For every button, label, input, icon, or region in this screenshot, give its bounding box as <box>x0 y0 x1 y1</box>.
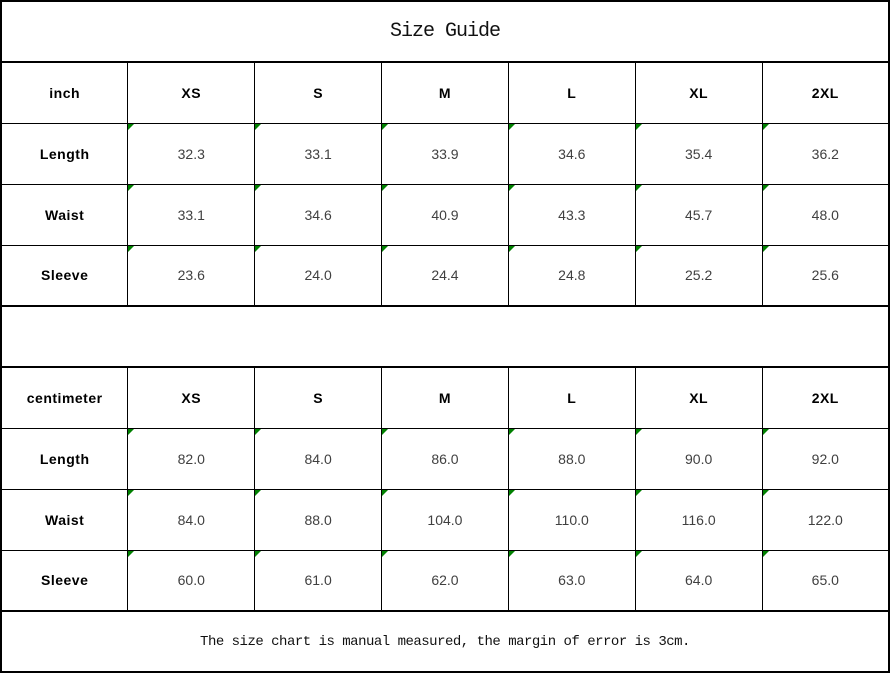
centimeter-waist-row <box>1 489 889 550</box>
row-label-sleeve: Sleeve <box>1 550 128 611</box>
size-value-cell <box>635 550 762 611</box>
size-value-cell <box>382 123 509 184</box>
inch-sleeve-row <box>1 245 889 306</box>
size-value: 65.0 <box>811 572 839 589</box>
inch-length-row <box>1 123 889 184</box>
size-column-header-2xl: 2XL <box>762 62 889 123</box>
flag-triangle-icon <box>128 246 134 252</box>
size-value-cell <box>508 184 635 245</box>
size-value-cell <box>762 123 889 184</box>
size-value: 33.1 <box>177 206 205 223</box>
page-title: Size Guide <box>1 1 889 62</box>
centimeter-length-row <box>1 428 889 489</box>
size-value-cell <box>128 123 255 184</box>
size-column-header-s: S <box>255 367 382 428</box>
size-value: 110.0 <box>554 511 589 528</box>
flag-triangle-icon <box>128 490 134 496</box>
size-value: 84.0 <box>177 511 205 528</box>
footer-row <box>1 611 889 672</box>
size-column-header-m: M <box>382 62 509 123</box>
size-value-cell <box>508 123 635 184</box>
inch-waist-row <box>1 184 889 245</box>
row-label-waist: Waist <box>1 489 128 550</box>
flag-triangle-icon <box>255 429 261 435</box>
size-value: 24.8 <box>558 267 586 284</box>
size-column-header-xl: XL <box>635 367 762 428</box>
size-value-cell <box>762 184 889 245</box>
flag-triangle-icon <box>255 490 261 496</box>
centimeter-sleeve-row <box>1 550 889 611</box>
size-value: 23.6 <box>177 267 205 284</box>
size-value: 90.0 <box>685 450 713 467</box>
size-value-cell <box>382 428 509 489</box>
size-value-cell <box>255 245 382 306</box>
size-value: 33.1 <box>304 145 332 162</box>
size-value: 63.0 <box>558 572 586 589</box>
size-value: 25.2 <box>685 267 713 284</box>
flag-triangle-icon <box>763 551 769 557</box>
size-value-cell <box>508 489 635 550</box>
size-value-cell <box>382 245 509 306</box>
flag-triangle-icon <box>636 185 642 191</box>
centimeter-header-row <box>1 367 889 428</box>
footer-note: The size chart is manual measured, the margin of error is 3cm. <box>1 611 889 672</box>
flag-triangle-icon <box>509 185 515 191</box>
size-value-cell <box>635 489 762 550</box>
size-value-cell <box>128 184 255 245</box>
flag-triangle-icon <box>255 124 261 130</box>
flag-triangle-icon <box>763 185 769 191</box>
size-value: 32.3 <box>177 145 205 162</box>
flag-triangle-icon <box>255 551 261 557</box>
row-label-sleeve: Sleeve <box>1 245 128 306</box>
size-value-cell <box>762 489 889 550</box>
flag-triangle-icon <box>509 124 515 130</box>
flag-triangle-icon <box>763 246 769 252</box>
size-column-header-xs: XS <box>128 62 255 123</box>
row-label-length: Length <box>1 428 128 489</box>
size-value-cell <box>635 123 762 184</box>
size-value: 88.0 <box>558 450 586 467</box>
flag-triangle-icon <box>382 429 388 435</box>
size-value: 60.0 <box>177 572 205 589</box>
size-value-cell <box>635 428 762 489</box>
row-label-waist: Waist <box>1 184 128 245</box>
size-value: 24.4 <box>431 267 459 284</box>
size-value-cell <box>255 489 382 550</box>
size-value: 122.0 <box>807 511 843 528</box>
size-value: 88.0 <box>304 511 332 528</box>
size-value-cell <box>255 550 382 611</box>
size-value-cell <box>635 245 762 306</box>
size-value: 43.3 <box>558 206 586 223</box>
size-column-header-l: L <box>508 367 635 428</box>
flag-triangle-icon <box>636 490 642 496</box>
size-column-header-2xl: 2XL <box>762 367 889 428</box>
flag-triangle-icon <box>509 429 515 435</box>
size-column-header-l: L <box>508 62 635 123</box>
flag-triangle-icon <box>636 551 642 557</box>
size-value-cell <box>762 550 889 611</box>
flag-triangle-icon <box>382 124 388 130</box>
flag-triangle-icon <box>128 124 134 130</box>
size-value: 34.6 <box>304 206 332 223</box>
flag-triangle-icon <box>509 551 515 557</box>
flag-triangle-icon <box>382 246 388 252</box>
size-value: 35.4 <box>685 145 713 162</box>
flag-triangle-icon <box>636 246 642 252</box>
size-value: 48.0 <box>811 206 839 223</box>
size-value: 84.0 <box>304 450 332 467</box>
size-value: 64.0 <box>685 572 713 589</box>
spacer-cell <box>1 306 889 367</box>
size-value: 61.0 <box>304 572 332 589</box>
size-value: 45.7 <box>685 206 713 223</box>
flag-triangle-icon <box>636 124 642 130</box>
spacer-row <box>1 306 889 367</box>
size-value-cell <box>255 428 382 489</box>
flag-triangle-icon <box>128 429 134 435</box>
flag-triangle-icon <box>636 429 642 435</box>
size-value-cell <box>508 428 635 489</box>
flag-triangle-icon <box>382 551 388 557</box>
size-value: 104.0 <box>427 511 463 528</box>
flag-triangle-icon <box>128 185 134 191</box>
size-value-cell <box>508 550 635 611</box>
size-value: 34.6 <box>558 145 586 162</box>
unit-label-centimeter: centimeter <box>1 367 128 428</box>
size-value-cell <box>382 550 509 611</box>
flag-triangle-icon <box>763 490 769 496</box>
size-value: 24.0 <box>304 267 332 284</box>
size-column-header-m: M <box>382 367 509 428</box>
size-value-cell <box>128 489 255 550</box>
flag-triangle-icon <box>255 246 261 252</box>
flag-triangle-icon <box>509 246 515 252</box>
flag-triangle-icon <box>382 490 388 496</box>
size-value: 40.9 <box>431 206 459 223</box>
size-value: 25.6 <box>811 267 839 284</box>
size-value: 62.0 <box>431 572 459 589</box>
flag-triangle-icon <box>128 551 134 557</box>
size-value-cell <box>128 428 255 489</box>
flag-triangle-icon <box>509 490 515 496</box>
title-row <box>1 1 889 62</box>
size-column-header-xs: XS <box>128 367 255 428</box>
size-value-cell <box>508 245 635 306</box>
size-value-cell <box>128 245 255 306</box>
size-value-cell <box>255 123 382 184</box>
size-value-cell <box>128 550 255 611</box>
size-value-cell <box>635 184 762 245</box>
flag-triangle-icon <box>763 429 769 435</box>
size-value: 92.0 <box>811 450 839 467</box>
size-value: 36.2 <box>811 145 839 162</box>
unit-label-inch: inch <box>1 62 128 123</box>
size-column-header-s: S <box>255 62 382 123</box>
size-value-cell <box>255 184 382 245</box>
size-value: 82.0 <box>177 450 205 467</box>
size-value-cell <box>382 184 509 245</box>
size-value: 86.0 <box>431 450 459 467</box>
size-column-header-xl: XL <box>635 62 762 123</box>
inch-header-row <box>1 62 889 123</box>
flag-triangle-icon <box>255 185 261 191</box>
size-value-cell <box>762 428 889 489</box>
row-label-length: Length <box>1 123 128 184</box>
flag-triangle-icon <box>382 185 388 191</box>
size-value-cell <box>762 245 889 306</box>
size-value-cell <box>382 489 509 550</box>
size-value: 33.9 <box>431 145 459 162</box>
size-value: 116.0 <box>681 511 716 528</box>
flag-triangle-icon <box>763 124 769 130</box>
